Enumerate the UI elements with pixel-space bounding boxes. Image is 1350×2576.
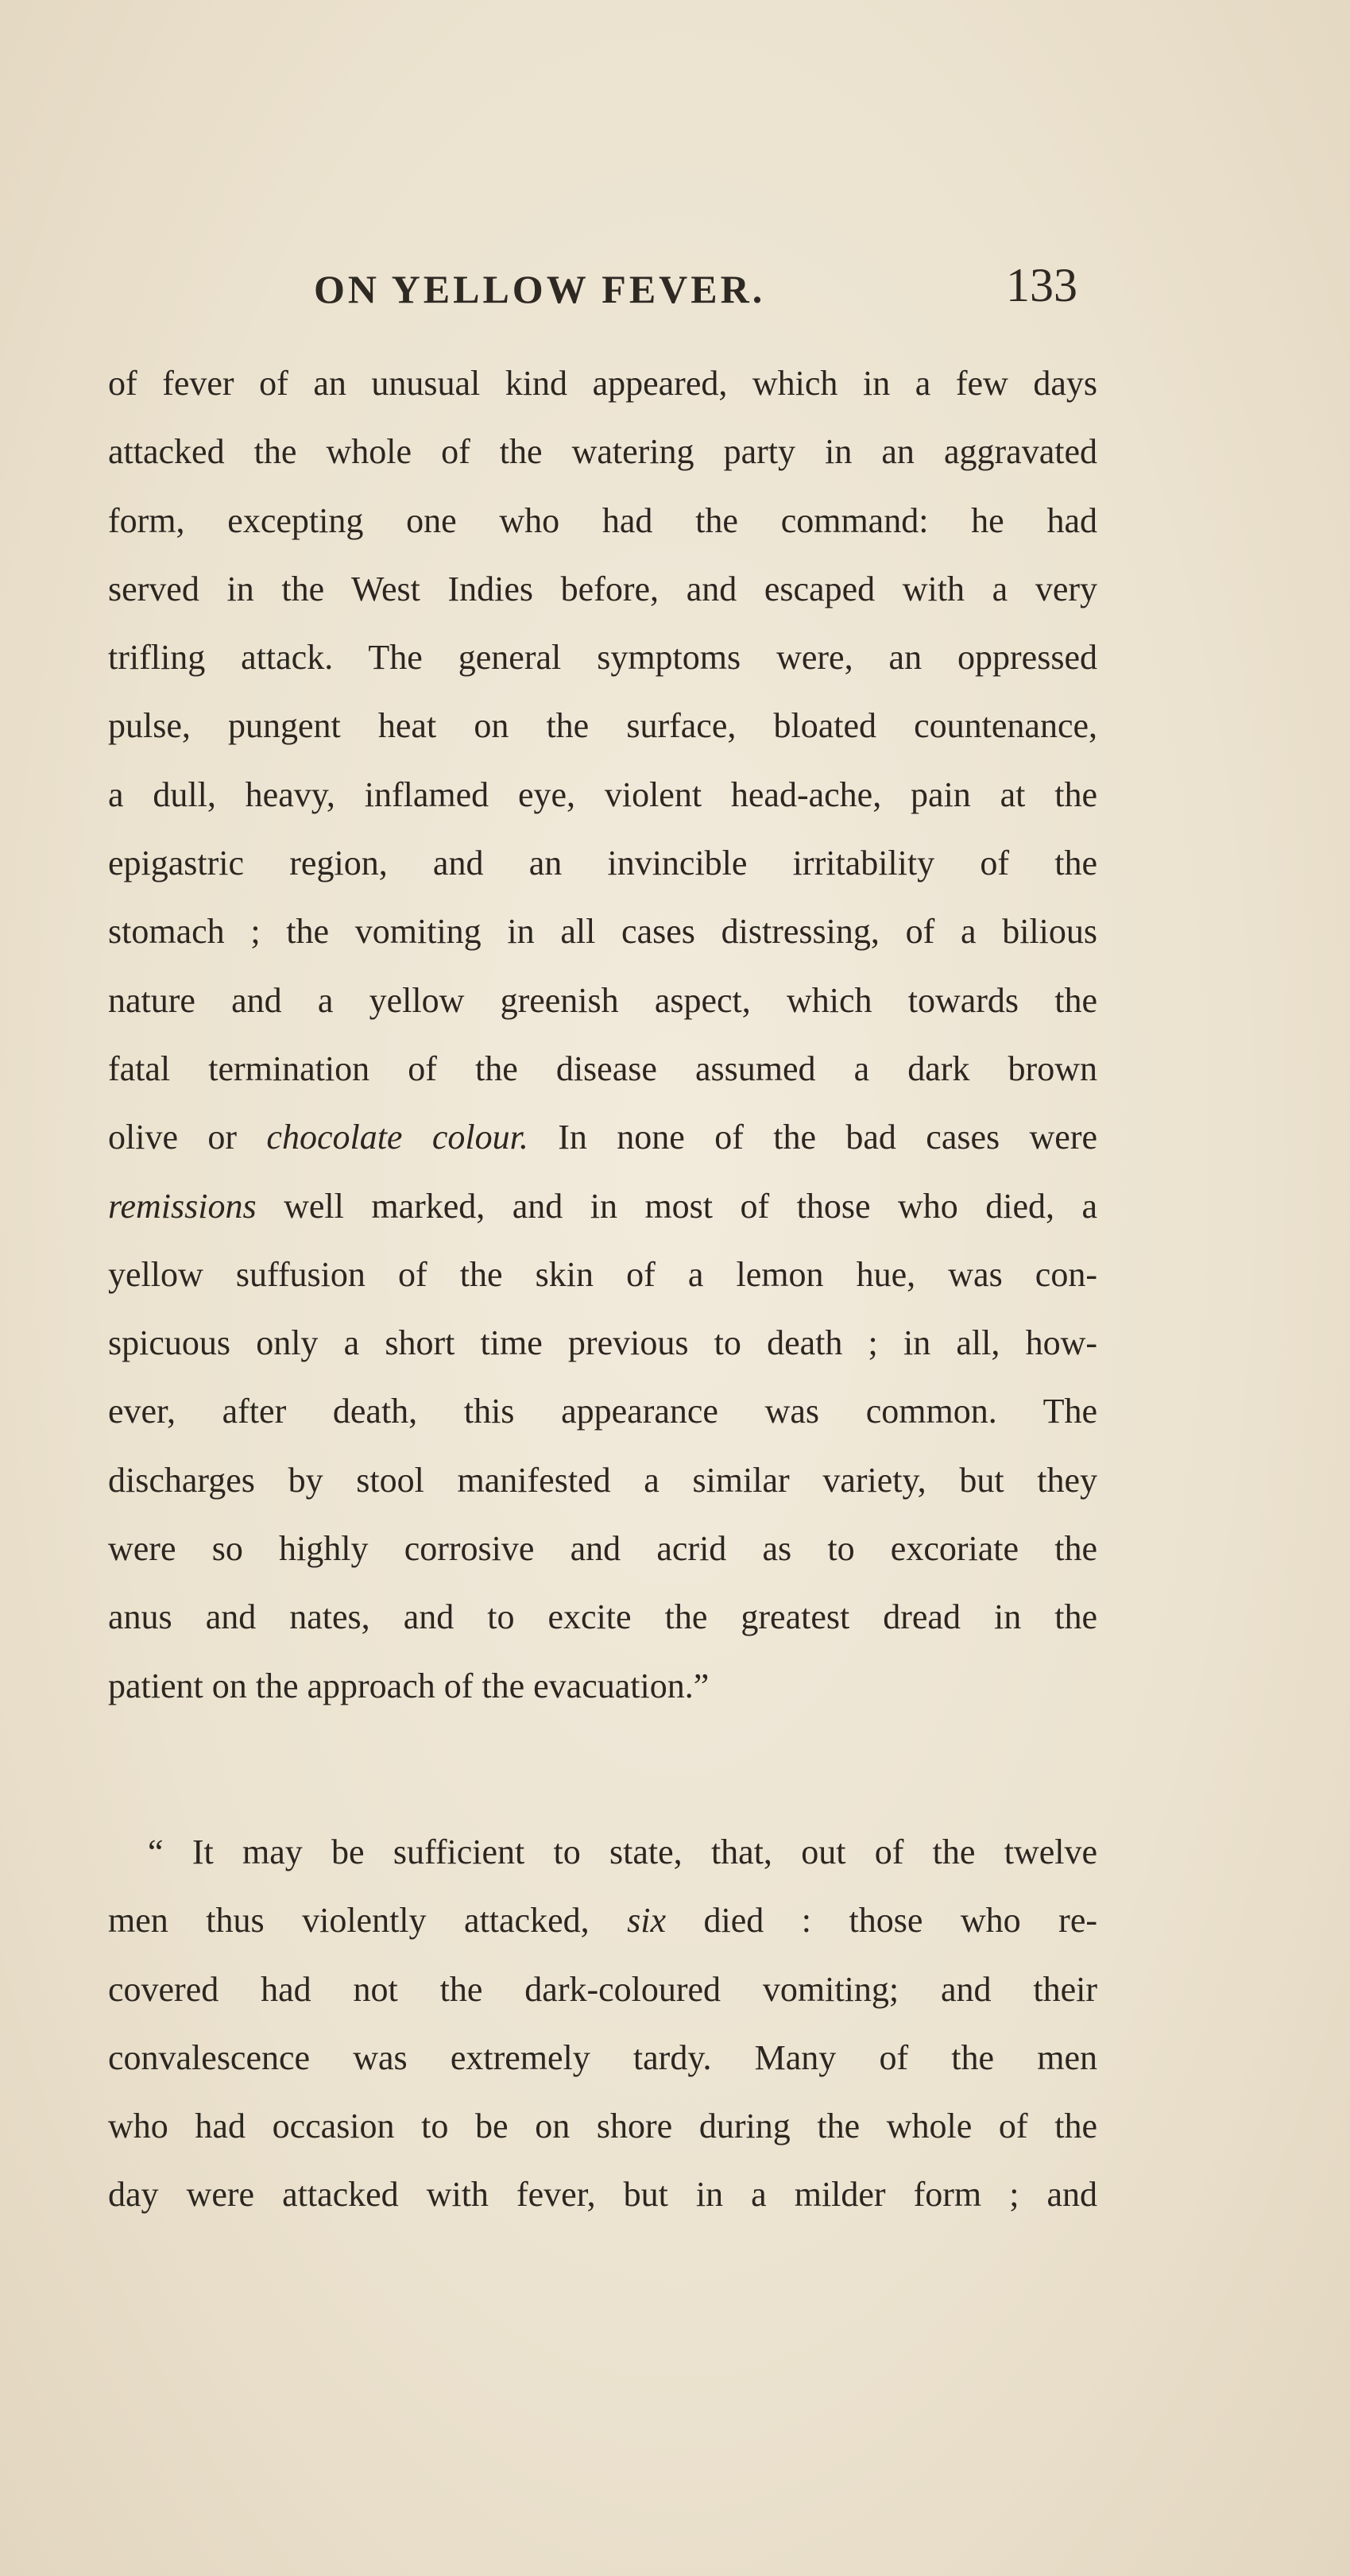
italic-phrase: chocolate colour. <box>266 1118 528 1157</box>
text-line: discharges by stool manifested a similar variety, but they <box>108 1460 1097 1500</box>
italic-phrase: remissions <box>108 1186 257 1226</box>
text-line: form, excepting one who had the command: he had <box>108 500 1097 540</box>
text-line: covered had not the dark-coloured vomiting; and their <box>108 1969 1097 2009</box>
text-line: of fever of an unusual kind appeared, which in a few days <box>108 364 1097 403</box>
text-segment: In none of the bad cases were <box>558 1118 1097 1157</box>
text-line: epigastric region, and an invincible irritability of the <box>108 844 1097 883</box>
text-line: fatal termination of the disease assumed a dark brown <box>108 1049 1097 1088</box>
text-line <box>108 1103 1097 1172</box>
text-line <box>108 1887 1097 1955</box>
text-line: convalescence was extremely tardy. Many of the men <box>108 2037 1097 2077</box>
page-number: 133 <box>1006 259 1077 311</box>
text-line: pulse, pungent heat on the surface, bloated countenance, <box>108 706 1097 746</box>
paragraph <box>108 1818 1097 2230</box>
text-line: “ It may be sufficient to state, that, out of the twelve <box>148 1832 1097 1871</box>
text-line: ever, after death, this appearance was common. The <box>108 1392 1097 1431</box>
text-line: attacked the whole of the watering party in an aggravated <box>108 432 1097 472</box>
text-line: anus and nates, and to excite the greatest dread in the <box>108 1597 1097 1637</box>
paragraph-gap <box>108 1721 1097 1818</box>
body-text <box>108 350 1097 2230</box>
text-line: spicuous only a short time previous to death ; in all, how- <box>108 1323 1097 1363</box>
text-line: nature and a yellow greenish aspect, which towards the <box>108 980 1097 1020</box>
text-line: trifling attack. The general symptoms were, an oppressed <box>108 638 1097 678</box>
text-line: stomach ; the vomiting in all cases distressing, of a bilious <box>108 912 1097 952</box>
text-line: yellow suffusion of the skin of a lemon hue, was con- <box>108 1254 1097 1294</box>
text-segment: men thus violently attacked, <box>108 1901 590 1941</box>
text-line: a dull, heavy, inflamed eye, violent head-ache, pain at the <box>108 774 1097 814</box>
text-segment: olive or <box>108 1118 238 1157</box>
text-segment: died : those who re- <box>703 1901 1097 1941</box>
text-line: day were attacked with fever, but in a milder form ; and <box>108 2175 1097 2215</box>
text-segment: well marked, and in most of those who died, a <box>284 1186 1097 1226</box>
text-line: who had occasion to be on shore during the whole of the <box>108 2107 1097 2146</box>
text-line: served in the West Indies before, and escaped with a very <box>108 569 1097 608</box>
text-line <box>108 1172 1097 1241</box>
italic-phrase: six <box>627 1901 667 1941</box>
text-line: were so highly corrosive and acrid as to excoriate the <box>108 1529 1097 1569</box>
paragraph <box>108 350 1097 1721</box>
text-line: patient on the approach of the evacuation.” <box>108 1666 710 1705</box>
running-title: ON YELLOW FEVER. <box>314 267 766 311</box>
